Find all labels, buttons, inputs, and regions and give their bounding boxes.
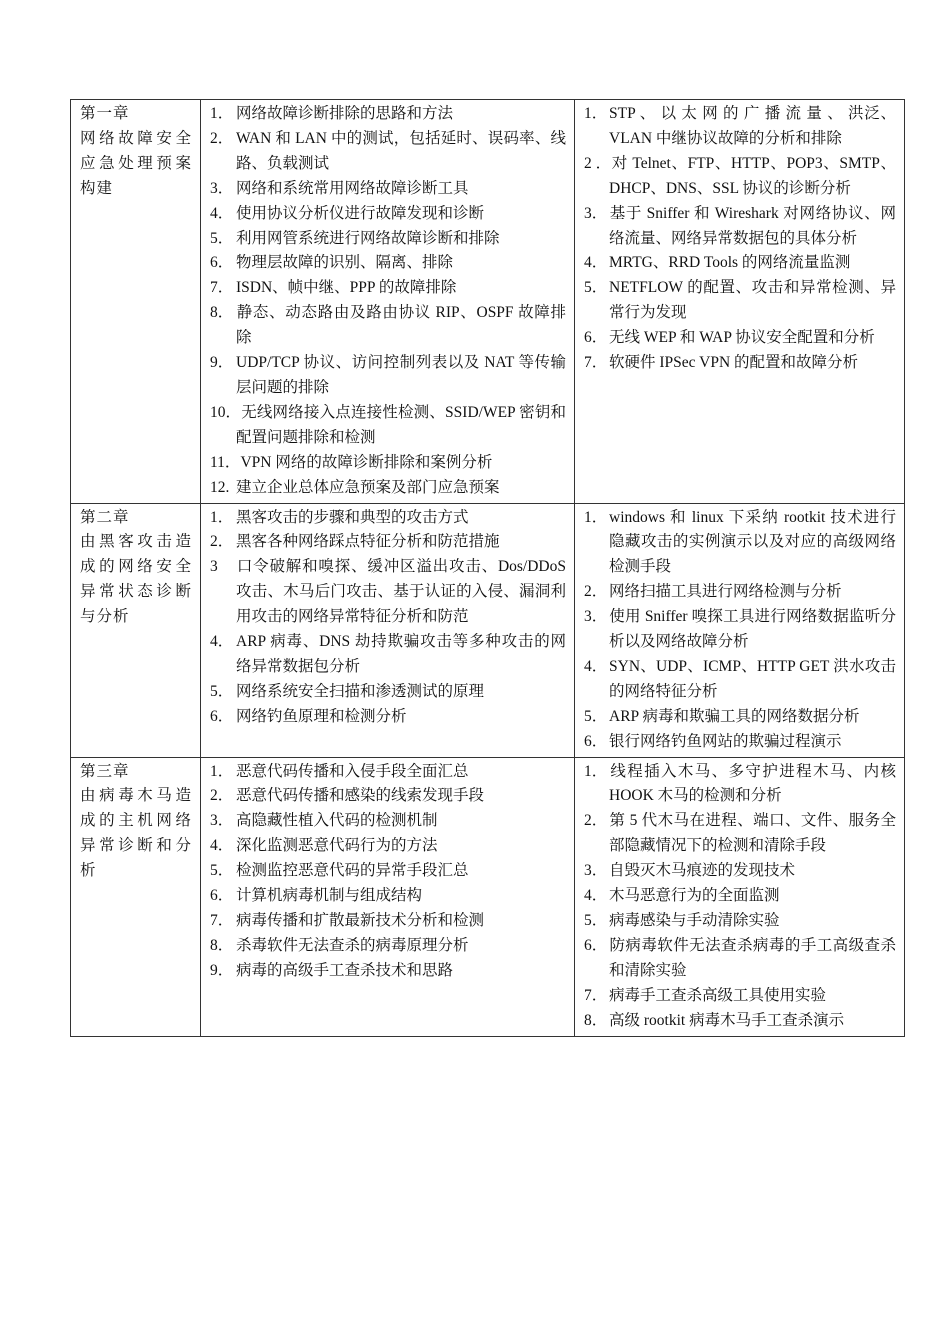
- chapter-title: 由黑客攻击造成的网络安全异常状态诊断与分析: [80, 533, 192, 626]
- topic-item: [210, 102, 566, 127]
- lab-item: [584, 760, 896, 810]
- item-text: 线程插入木马、多守护进程木马、内核 HOOK 木马的检测和分析: [609, 762, 896, 805]
- chapter-cell: [71, 503, 201, 757]
- item-number: 5．: [584, 912, 608, 929]
- topic-item: [210, 809, 566, 834]
- item-text: 检测监控恶意代码的异常手段汇总: [236, 862, 469, 880]
- topic-list: [210, 506, 566, 730]
- topic-item: [210, 530, 566, 555]
- topic-cell: [201, 503, 575, 757]
- item-number: 6．: [584, 936, 608, 954]
- topic-item: [210, 680, 566, 705]
- topic-item: [210, 884, 566, 909]
- item-number: 5．: [210, 682, 234, 700]
- topic-item: [210, 276, 566, 301]
- item-text: 网络扫描工具进行网络检测与分析: [609, 583, 842, 601]
- item-number: 10．: [210, 403, 242, 421]
- item-text: 对 Telnet、FTP、HTTP、POP3、SMTP、DHCP、DNS、SSL 协议的诊断分析: [609, 154, 896, 197]
- item-text: UDP/TCP 协议、访问控制列表以及 NAT 等传输层问题的排除: [236, 354, 566, 396]
- item-text: 静态、动态路由及路由协议 RIP、OSPF 故障排除: [236, 304, 566, 347]
- item-number: 3．: [210, 812, 234, 830]
- item-text: 病毒的高级手工查杀技术和思路: [236, 961, 454, 979]
- item-text: 软硬件 IPSec VPN 的配置和故障分析: [609, 354, 859, 372]
- item-number: 6．: [584, 329, 608, 347]
- lab-item: [584, 884, 896, 909]
- topic-list: [210, 760, 566, 984]
- item-text: ARP 病毒和欺骗工具的网络数据分析: [609, 707, 860, 725]
- topic-item: [210, 859, 566, 884]
- lab-item: [584, 202, 896, 252]
- lab-item: [584, 152, 896, 202]
- item-number: 1．: [210, 508, 234, 526]
- item-number: 8．: [584, 1011, 608, 1029]
- item-number: 8．: [210, 304, 234, 322]
- item-number: 3．: [584, 204, 608, 222]
- chapter-title: 网络故障安全应急处理预案构建: [80, 129, 192, 197]
- lab-cell: [575, 503, 905, 757]
- chapter-row: [71, 503, 905, 757]
- item-number: 12.: [210, 478, 230, 496]
- item-number: 3．: [210, 179, 234, 197]
- topic-item: [210, 784, 566, 809]
- item-number: 2 ．: [584, 154, 612, 172]
- topic-item: [210, 476, 566, 501]
- lab-item: [584, 984, 896, 1009]
- lab-item: [584, 580, 896, 605]
- topic-item: [210, 401, 566, 451]
- chapter-cell: [71, 757, 201, 1036]
- item-text: 建立企业总体应急预案及部门应急预案: [236, 478, 500, 496]
- item-number: 7．: [210, 279, 234, 297]
- item-number: 6．: [210, 254, 234, 272]
- topic-item: [210, 251, 566, 276]
- topic-item: [210, 630, 566, 680]
- lab-list: [584, 102, 896, 376]
- item-text: VPN 网络的故障诊断排除和案例分析: [240, 453, 493, 471]
- topic-list: [210, 102, 566, 501]
- chapter-title: 由病毒木马造成的主机网络异常诊断和分析: [80, 787, 192, 880]
- topic-item: [210, 959, 566, 984]
- lab-item: [584, 251, 896, 276]
- item-number: 4．: [210, 837, 234, 855]
- chapter-row: [71, 757, 905, 1036]
- lab-item: [584, 605, 896, 655]
- item-text: 利用网管系统进行网络故障诊断和排除: [236, 229, 500, 247]
- item-text: 病毒传播和扩散最新技术分析和检测: [236, 912, 485, 929]
- item-number: 3: [210, 558, 218, 576]
- item-number: 2．: [210, 533, 234, 551]
- item-text: windows 和 linux 下采纳 rootkit 技术进行隐藏攻击的实例演示以及对应的高级网络检测手段: [609, 508, 896, 576]
- item-text: SYN、UDP、ICMP、HTTP GET 洪水攻击的网络特征分析: [609, 657, 896, 700]
- lab-item: [584, 655, 896, 705]
- chapter-number: 第三章: [80, 762, 130, 780]
- item-text: 网络钓鱼原理和检测分析: [236, 707, 407, 725]
- lab-item: [584, 934, 896, 984]
- topic-item: [210, 934, 566, 959]
- chapter-number: 第一章: [80, 105, 130, 122]
- item-number: 5．: [584, 707, 608, 725]
- lab-item: [584, 1009, 896, 1034]
- chapter-number: 第二章: [80, 508, 130, 526]
- item-number: 7．: [210, 912, 234, 929]
- item-text: 防病毒软件无法查杀病毒的手工高级查杀和清除实验: [609, 936, 896, 979]
- item-text: 无线网络接入点连接性检测、SSID/WEP 密钥和配置问题排除和检测: [236, 403, 566, 446]
- item-number: 3．: [584, 862, 608, 880]
- item-text: 无线 WEP 和 WAP 协议安全配置和分析: [609, 329, 875, 347]
- lab-item: [584, 705, 896, 730]
- item-text: NETFLOW 的配置、攻击和异常检测、异常行为发现: [609, 279, 896, 322]
- item-number: 4．: [210, 633, 234, 651]
- item-text: 木马恶意行为的全面监测: [609, 887, 780, 905]
- item-number: 4．: [584, 657, 608, 675]
- item-text: 网络和系统常用网络故障诊断工具: [236, 179, 469, 197]
- item-number: 6．: [210, 707, 234, 725]
- item-number: 5．: [584, 279, 608, 297]
- lab-list: [584, 760, 896, 1034]
- lab-item: [584, 102, 896, 152]
- topic-cell: [201, 757, 575, 1036]
- item-text: 恶意代码传播和感染的线索发现手段: [236, 787, 485, 805]
- item-text: 黑客各种网络踩点特征分析和防范措施: [236, 533, 500, 551]
- item-text: MRTG、RRD Tools 的网络流量监测: [609, 254, 851, 272]
- item-text: 物理层故障的识别、隔离、排除: [236, 254, 454, 272]
- item-number: 2．: [584, 583, 608, 601]
- lab-item: [584, 730, 896, 755]
- item-text: 基于 Sniffer 和 Wireshark 对网络协议、网络流量、网络异常数据包的具体分析: [609, 204, 896, 247]
- item-text: 自毁灭木马痕迹的发现技术: [609, 862, 796, 880]
- item-text: 杀毒软件无法查杀的病毒原理分析: [236, 936, 469, 954]
- item-number: 5．: [210, 862, 234, 880]
- item-number: 9．: [210, 354, 234, 372]
- item-text: ISDN、帧中继、PPP 的故障排除: [236, 279, 457, 297]
- topic-item: [210, 555, 566, 630]
- item-text: 黑客攻击的步骤和典型的攻击方式: [236, 508, 469, 526]
- item-number: 2．: [210, 787, 234, 805]
- item-text: ARP 病毒、DNS 劫持欺骗攻击等多种攻击的网络异常数据包分析: [236, 633, 566, 675]
- item-text: 使用协议分析仪进行故障发现和诊断: [236, 204, 485, 222]
- item-text: 高级 rootkit 病毒木马手工查杀演示: [609, 1011, 845, 1029]
- topic-item: [210, 834, 566, 859]
- item-text: 第 5 代木马在进程、端口、文件、服务全部隐藏情况下的检测和清除手段: [609, 812, 896, 855]
- item-number: 2．: [210, 129, 234, 147]
- item-text: 病毒感染与手动清除实验: [609, 912, 780, 929]
- item-number: 9．: [210, 961, 234, 979]
- topic-item: [210, 227, 566, 252]
- lab-list: [584, 506, 896, 755]
- item-number: 4．: [584, 254, 608, 272]
- chapter-cell: [71, 100, 201, 504]
- item-number: 7．: [584, 986, 608, 1004]
- item-text: 病毒手工查杀高级工具使用实验: [609, 986, 827, 1004]
- lab-item: [584, 859, 896, 884]
- item-number: 1．: [584, 762, 608, 780]
- topic-cell: [201, 100, 575, 504]
- topic-item: [210, 760, 566, 785]
- item-number: 4．: [210, 204, 234, 222]
- lab-cell: [575, 100, 905, 504]
- item-number: 1．: [210, 105, 234, 122]
- item-number: 4．: [584, 887, 608, 905]
- item-text: STP 、 以 太 网 的 广 播 流 量 、 洪泛、VLAN 中继协议故障的分析和排除: [609, 105, 896, 147]
- item-text: 使用 Sniffer 嗅探工具进行网络数据监听分析以及网络故障分析: [609, 608, 896, 651]
- topic-item: [210, 202, 566, 227]
- lab-item: [584, 809, 896, 859]
- item-number: 7．: [584, 354, 608, 372]
- lab-item: [584, 276, 896, 326]
- topic-item: [210, 127, 566, 177]
- syllabus-body: [71, 100, 905, 1037]
- topic-item: [210, 909, 566, 934]
- syllabus-table: [70, 99, 905, 1037]
- topic-item: [210, 301, 566, 351]
- item-number: 8．: [210, 936, 234, 954]
- item-text: 恶意代码传播和入侵手段全面汇总: [236, 762, 469, 780]
- lab-cell: [575, 757, 905, 1036]
- topic-item: [210, 705, 566, 730]
- item-number: 5．: [210, 229, 234, 247]
- item-text: 口令破解和嗅探、缓冲区溢出攻击、Dos/DDoS 攻击、木马后门攻击、基于认证的入侵、漏洞利用攻击的网络异常特征分析和防范: [236, 558, 566, 626]
- item-number: 3．: [584, 608, 608, 626]
- topic-item: [210, 351, 566, 401]
- lab-item: [584, 351, 896, 376]
- lab-item: [584, 326, 896, 351]
- item-text: 计算机病毒机制与组成结构: [236, 887, 423, 905]
- chapter-row: [71, 100, 905, 504]
- item-text: WAN 和 LAN 中的测试，包括延时、误码率、线路、负载测试: [236, 129, 566, 172]
- item-number: 2．: [584, 812, 608, 830]
- topic-item: [210, 506, 566, 531]
- item-text: 银行网络钓鱼网站的欺骗过程演示: [609, 732, 842, 750]
- item-number: 6．: [210, 887, 234, 905]
- lab-item: [584, 506, 896, 581]
- item-text: 网络系统安全扫描和渗透测试的原理: [236, 682, 485, 700]
- item-number: 6．: [584, 732, 608, 750]
- item-number: 1．: [584, 105, 608, 122]
- item-text: 网络故障诊断排除的思路和方法: [236, 105, 454, 122]
- item-number: 1．: [210, 762, 234, 780]
- item-number: 11．: [210, 453, 241, 471]
- item-text: 高隐藏性植入代码的检测机制: [236, 812, 438, 830]
- lab-item: [584, 909, 896, 934]
- topic-item: [210, 177, 566, 202]
- item-text: 深化监测恶意代码行为的方法: [236, 837, 438, 855]
- topic-item: [210, 451, 566, 476]
- item-number: 1．: [584, 508, 608, 526]
